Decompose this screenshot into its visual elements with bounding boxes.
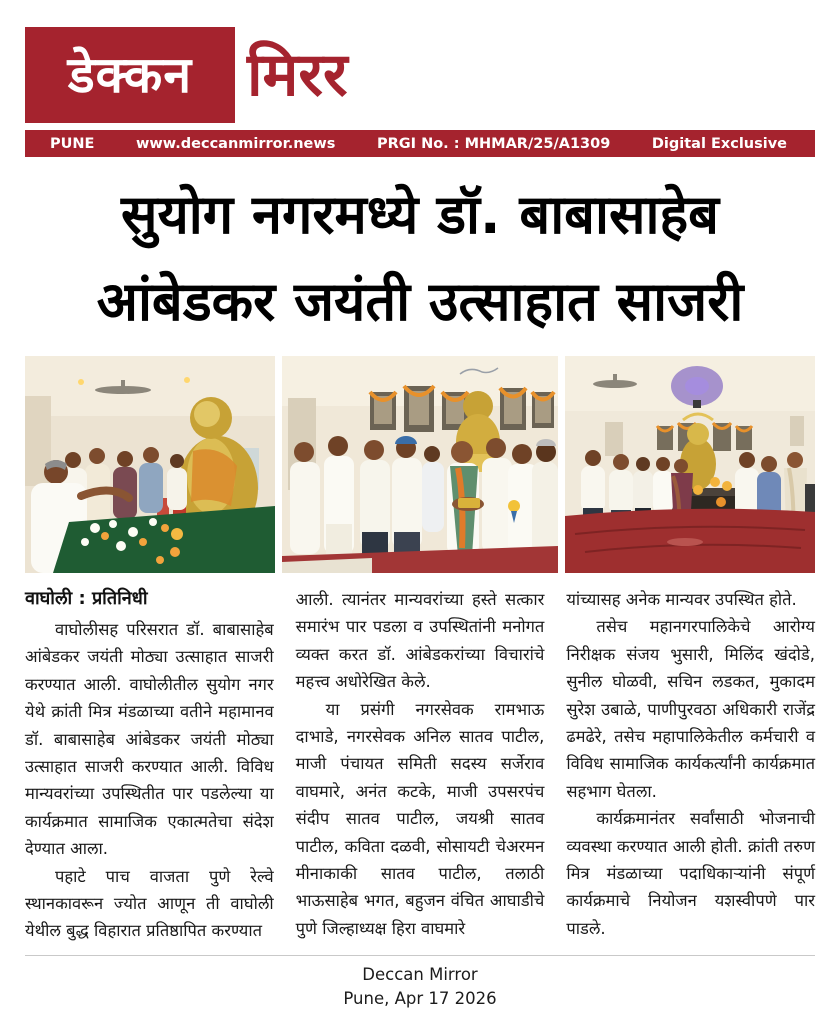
masthead xyxy=(25,27,815,157)
photo-statue-worship xyxy=(25,356,275,573)
paragraph: यांच्यासह अनेक मान्यवर उपस्थित होते. xyxy=(566,589,797,609)
masthead-info-bar xyxy=(25,130,815,157)
logo-row xyxy=(25,27,815,123)
footer-place-date: Pune, Apr 17 2026 xyxy=(343,988,497,1008)
photo-strip xyxy=(25,356,815,573)
prgi-number: PRGI No. : MHMAR/25/A1309 xyxy=(376,135,611,152)
photo-felicitation-group xyxy=(282,356,558,573)
website-label: www.deccanmirror.news xyxy=(136,135,336,152)
paragraph: कार्यक्रमानंतर सर्वांसाठी भोजनाची व्यवस्था करण्यात आली होती. क्रांती तरुण मित्र मंडळाच्या पदाधिकाऱ्यांनी संपूर्ण कार्यक्रमाचे नियोजन यशस्वीपणे पार पाडले. xyxy=(566,809,816,938)
dateline: वाघोली : प्रतिनिधी xyxy=(25,587,148,609)
logo-secondary-text: मिरर xyxy=(247,40,348,110)
paragraph: पहाटे पाच वाजता पुणे रेल्वे स्थानकावरून ज्योत आणून ती वाघोली येथील बुद्ध विहारात प्रतिष्ठापित करण्यात xyxy=(25,866,274,941)
article-column-3 xyxy=(566,586,815,945)
article-column-2 xyxy=(296,586,545,945)
page-footer xyxy=(25,955,815,1011)
paragraph: वाघोलीसह परिसरात डॉ. बाबासाहेब आंबेडकर जयंती मोठ्या उत्साहात साजरी करण्यात आली. वाघोलीतील सुयोग नगर येथे क्रांती मित्र मंडळाच्या वतीने महामानव डॉ. बाबासाहेब आंबेडकर जयंती मोठ्या उत्साहात साजरी करण्यात आली. विविध मान्यवरांच्या उपस्थितीत पार पडलेल्या या कार्यक्रमात सामाजिक एकात्मतेचा संदेश देण्यात आला. xyxy=(25,619,274,859)
edition-badge: Digital Exclusive xyxy=(651,135,787,152)
article-body xyxy=(25,586,815,945)
photo-hall-altar xyxy=(565,356,815,573)
footer-paper-name: Deccan Mirror xyxy=(362,964,478,984)
logo-primary-text: डेक्कन xyxy=(67,46,193,104)
paragraph: या प्रसंगी नगरसेवक रामभाऊ दाभाडे, नगरसेवक अनिल सातव पाटील, माजी पंचायत समिती सदस्य सर्जेराव वाघमारे, अनंत कटके, माजी उपसरपंच संदीप सातव पाटील, जयश्री सातव पाटील, कविता दळवी, सोसायटी चेअरमन मीनाकाकी सातव पाटील, तलाठी भाऊसाहेब भगत, बहुजन वंचित आघाडीचे पुणे जिल्हाध्यक्ष हिरा वाघमारे xyxy=(295,699,545,938)
logo-box xyxy=(25,27,235,123)
headline-line-1: सुयोग नगरमध्ये डॉ. बाबासाहेब xyxy=(120,183,719,246)
paragraph: आली. त्यानंतर मान्यवरांच्या हस्ते सत्कार समारंभ पार पडला व उपस्थितांनी मनोगत व्यक्त करत डॉ. आंबेडकरांच्या विचारांचे महत्त्व अधोरेखित केले. xyxy=(295,589,545,692)
article-column-1 xyxy=(25,586,274,945)
headline xyxy=(25,171,815,346)
headline-line-2: आंबेडकर जयंती उत्साहात साजरी xyxy=(96,270,744,334)
city-label: PUNE xyxy=(50,135,95,152)
paragraph: तसेच महानगरपालिकेचे आरोग्य निरीक्षक संजय भुसारी, मिलिंद खंदोडे, सुनील घोळवी, सचिन लडकत, मुकादम सुरेश उबाळे, पाणीपुरवठा अधिकारी राजेंद्र ढमढेरे, तसेच महापालिकेतील कर्मचारी व विविध सामाजिक कार्यकर्त्यांनी कार्यक्रमात सहभाग घेतला. xyxy=(566,617,816,801)
